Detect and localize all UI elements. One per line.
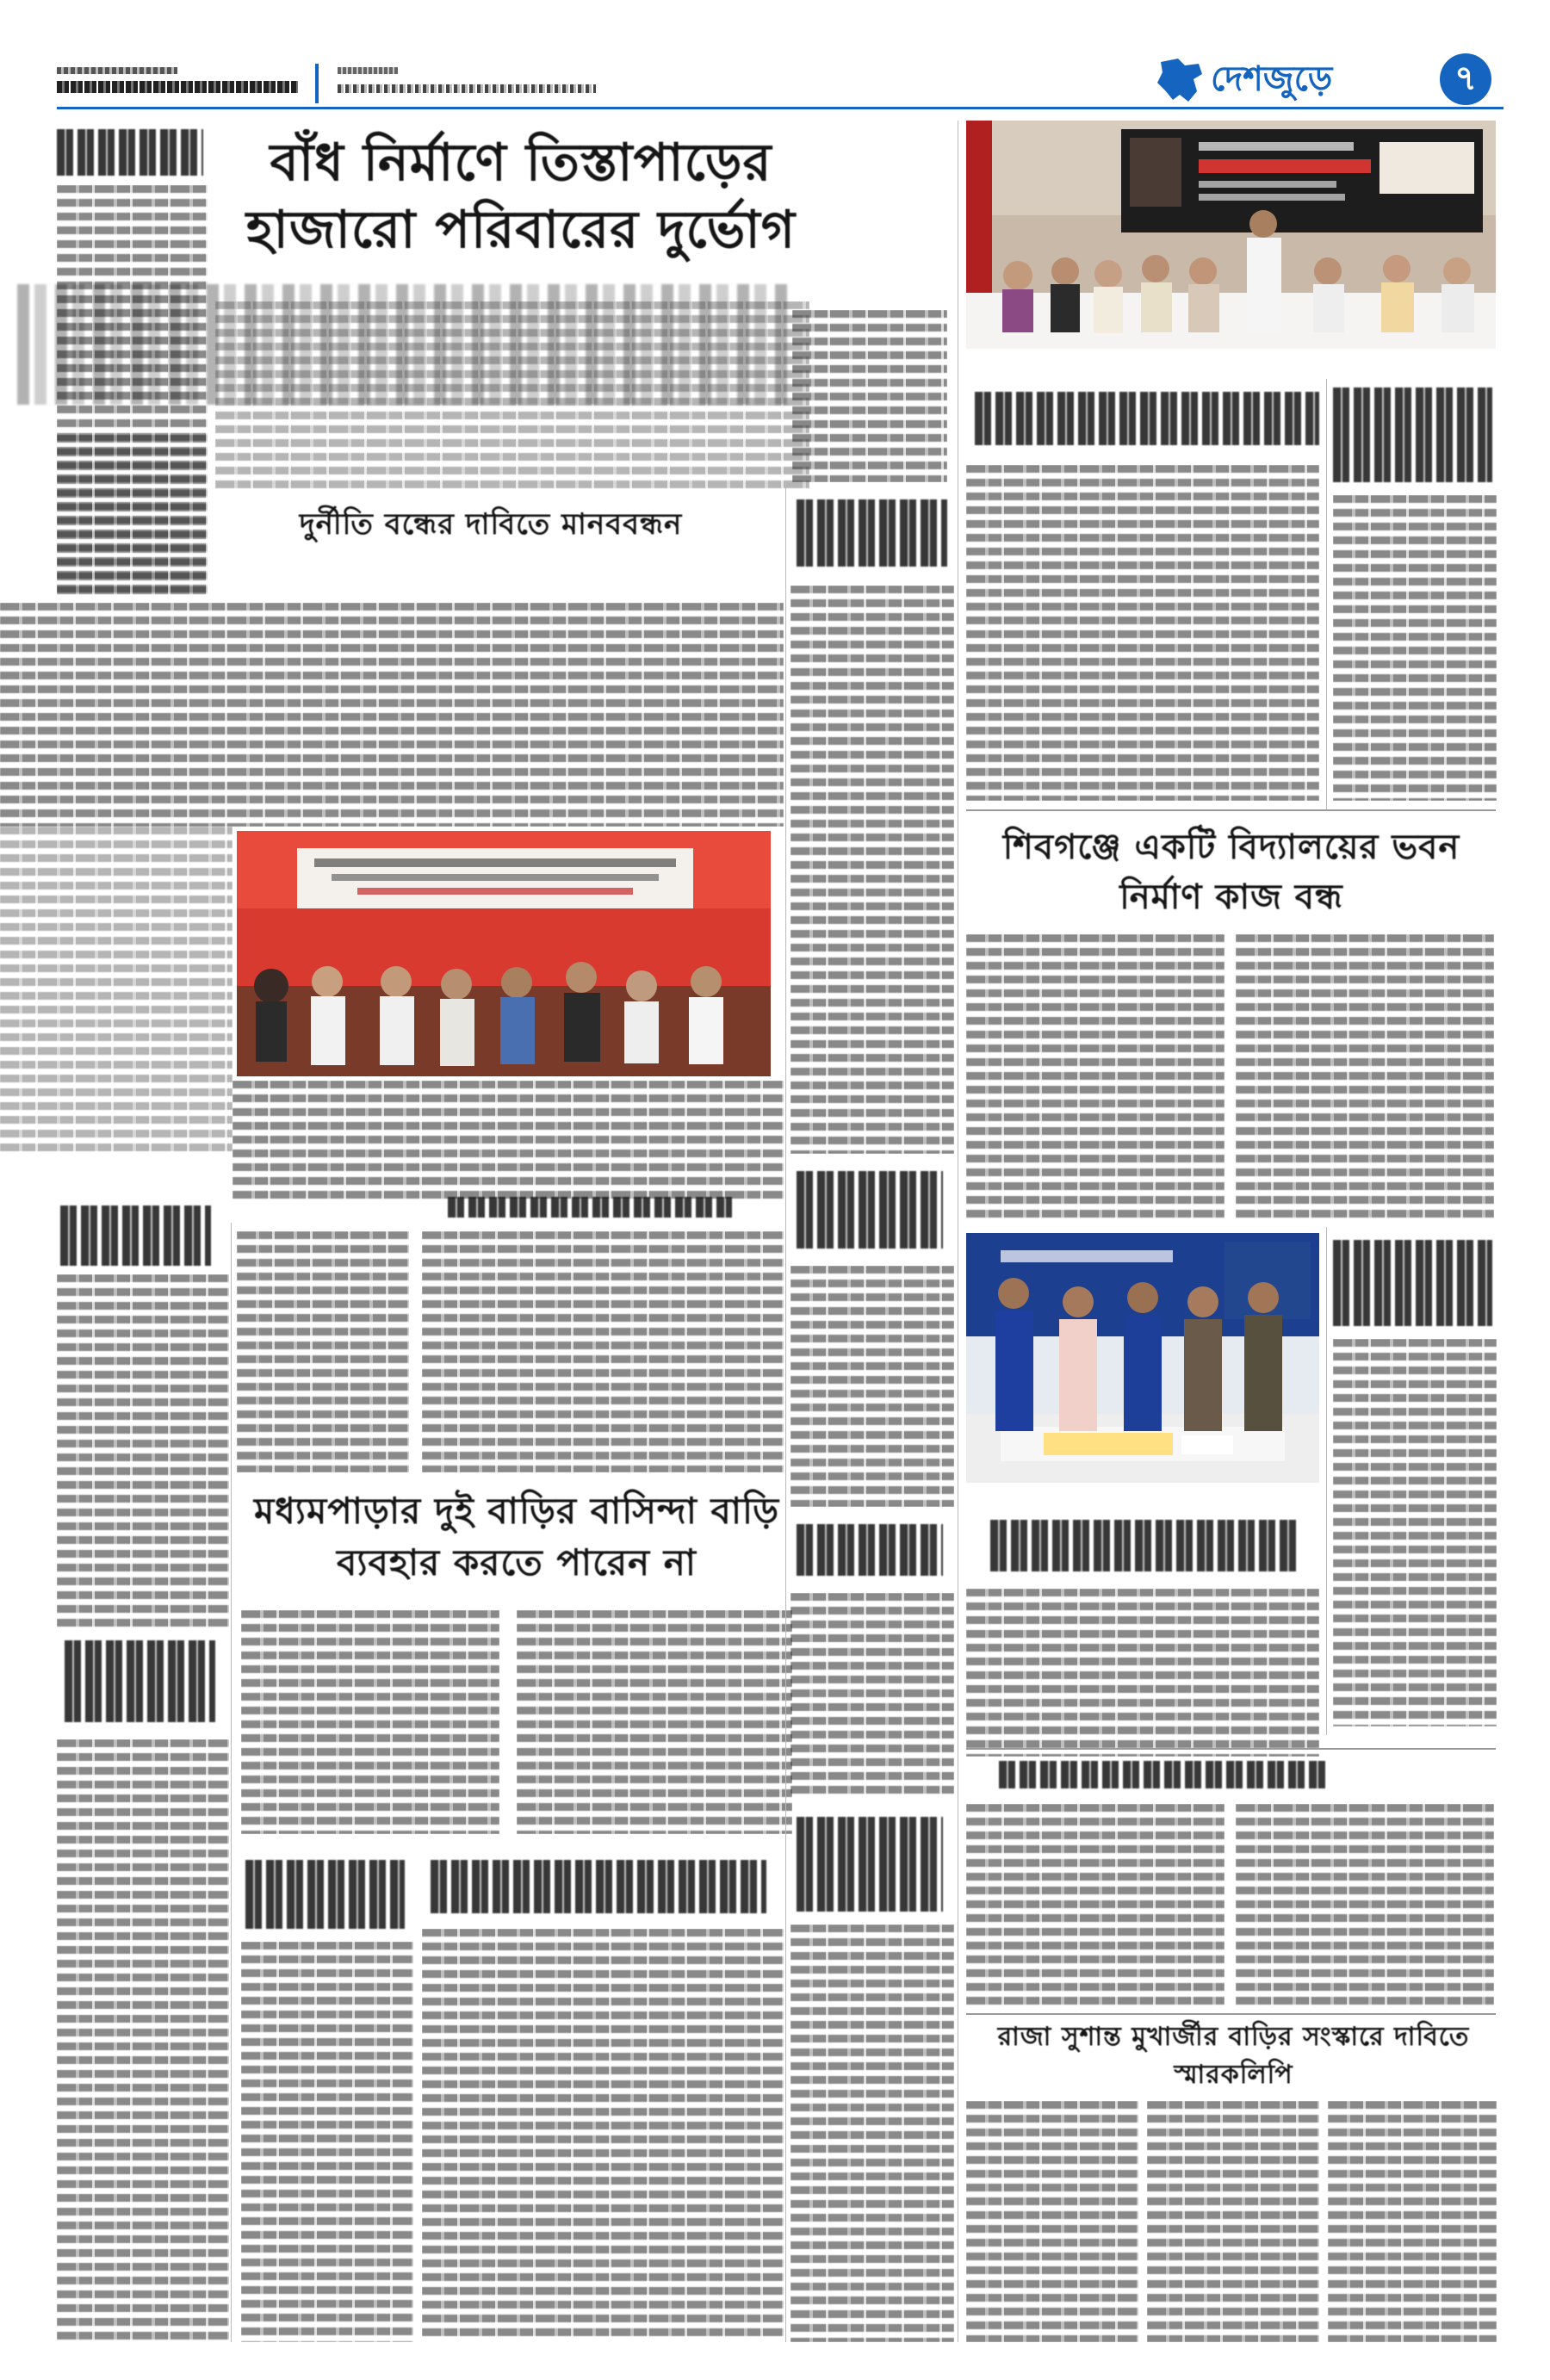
- column-rule: [785, 482, 786, 2342]
- article-text: [1328, 2101, 1497, 2342]
- masthead-rule: [57, 107, 1504, 109]
- small-headline: [60, 1205, 211, 1266]
- small-headline: [245, 1860, 405, 1929]
- lead-photo: [237, 831, 771, 1076]
- article-text: [966, 1804, 1224, 2006]
- column-rule: [1326, 1227, 1327, 1735]
- article-text: [790, 1593, 954, 1800]
- article-text: [215, 301, 809, 491]
- small-headline: [1333, 387, 1492, 482]
- small-headline: [431, 1860, 766, 1913]
- article-text: [517, 1610, 792, 1834]
- masthead-date: [338, 67, 622, 96]
- small-headline: [990, 1520, 1300, 1571]
- small-headline: [448, 1197, 732, 1218]
- column-rule: [1326, 379, 1327, 809]
- article-text: [790, 1266, 954, 1507]
- section-rule: [966, 809, 1496, 811]
- article-text: [57, 1739, 229, 2342]
- article-text: [790, 1924, 954, 2342]
- article-text: [790, 586, 954, 1154]
- article-text: [422, 1929, 784, 2342]
- small-headline: [797, 1524, 943, 1576]
- article-text: [422, 1231, 784, 1472]
- article-text: [0, 827, 232, 1154]
- page-number: ৭: [1440, 53, 1491, 105]
- small-headline: [797, 499, 947, 567]
- section-title: দেশজুড়ে: [1211, 59, 1333, 99]
- police-photo: [966, 1233, 1319, 1483]
- article-text: [1333, 1339, 1497, 1726]
- small-headline: [65, 1640, 215, 1722]
- masthead-publication-info: [57, 64, 307, 98]
- article-text: [966, 465, 1319, 801]
- section-rule: [966, 1748, 1496, 1750]
- small-headline: [797, 1817, 943, 1912]
- article-text: [1236, 1804, 1494, 2006]
- article-text: [57, 435, 208, 598]
- article-text: [792, 310, 947, 482]
- article-text: [1333, 495, 1497, 801]
- small-headline: [999, 1761, 1326, 1788]
- article-text: [1236, 934, 1494, 1218]
- column-rule: [231, 1223, 232, 2342]
- bottom-right-headline: রাজা সুশান্ত মুখার্জীর বাড়ির সংস্কারে দাবিতে স্মারকলিপি: [997, 2022, 1470, 2090]
- article-text: [237, 1231, 409, 1472]
- mid-right-headline: শিবগঞ্জে একটি বিদ্যালয়ের ভবন নির্মাণ কাজ বন্ধ: [1002, 827, 1460, 917]
- bangladesh-map-icon: [1154, 57, 1206, 105]
- masthead-divider: [315, 64, 319, 103]
- article-text: [966, 1589, 1319, 1757]
- article-text: [966, 934, 1224, 1218]
- lower-center-headline: মধ্যমপাড়ার দুই বাড়ির বাসিন্দা বাড়ি ব্যবহার করতে পারেন না: [253, 1490, 780, 1584]
- sub-lead-headline: দুর্নীতি বন্ধের দাবিতে মানববন্ধন: [299, 507, 683, 542]
- article-text: [1147, 2101, 1319, 2342]
- small-headline: [975, 392, 1319, 445]
- main-headline: বাঁধ নির্মাণে তিস্তাপাড়ের হাজারো পরিবারের দুর্ভোগ: [245, 133, 797, 260]
- article-text: [57, 1274, 229, 1627]
- section-brand: [1154, 52, 1498, 108]
- article-text: [241, 1942, 413, 2342]
- small-headline: [1333, 1240, 1492, 1326]
- small-headline: [797, 1171, 943, 1249]
- section-rule: [966, 2013, 1496, 2015]
- meeting-photo: [966, 121, 1496, 349]
- article-text: [966, 2101, 1138, 2342]
- left-headline: [57, 129, 203, 176]
- article-text: [241, 1610, 499, 1834]
- article-text: [0, 603, 784, 827]
- article-text: [232, 1081, 784, 1201]
